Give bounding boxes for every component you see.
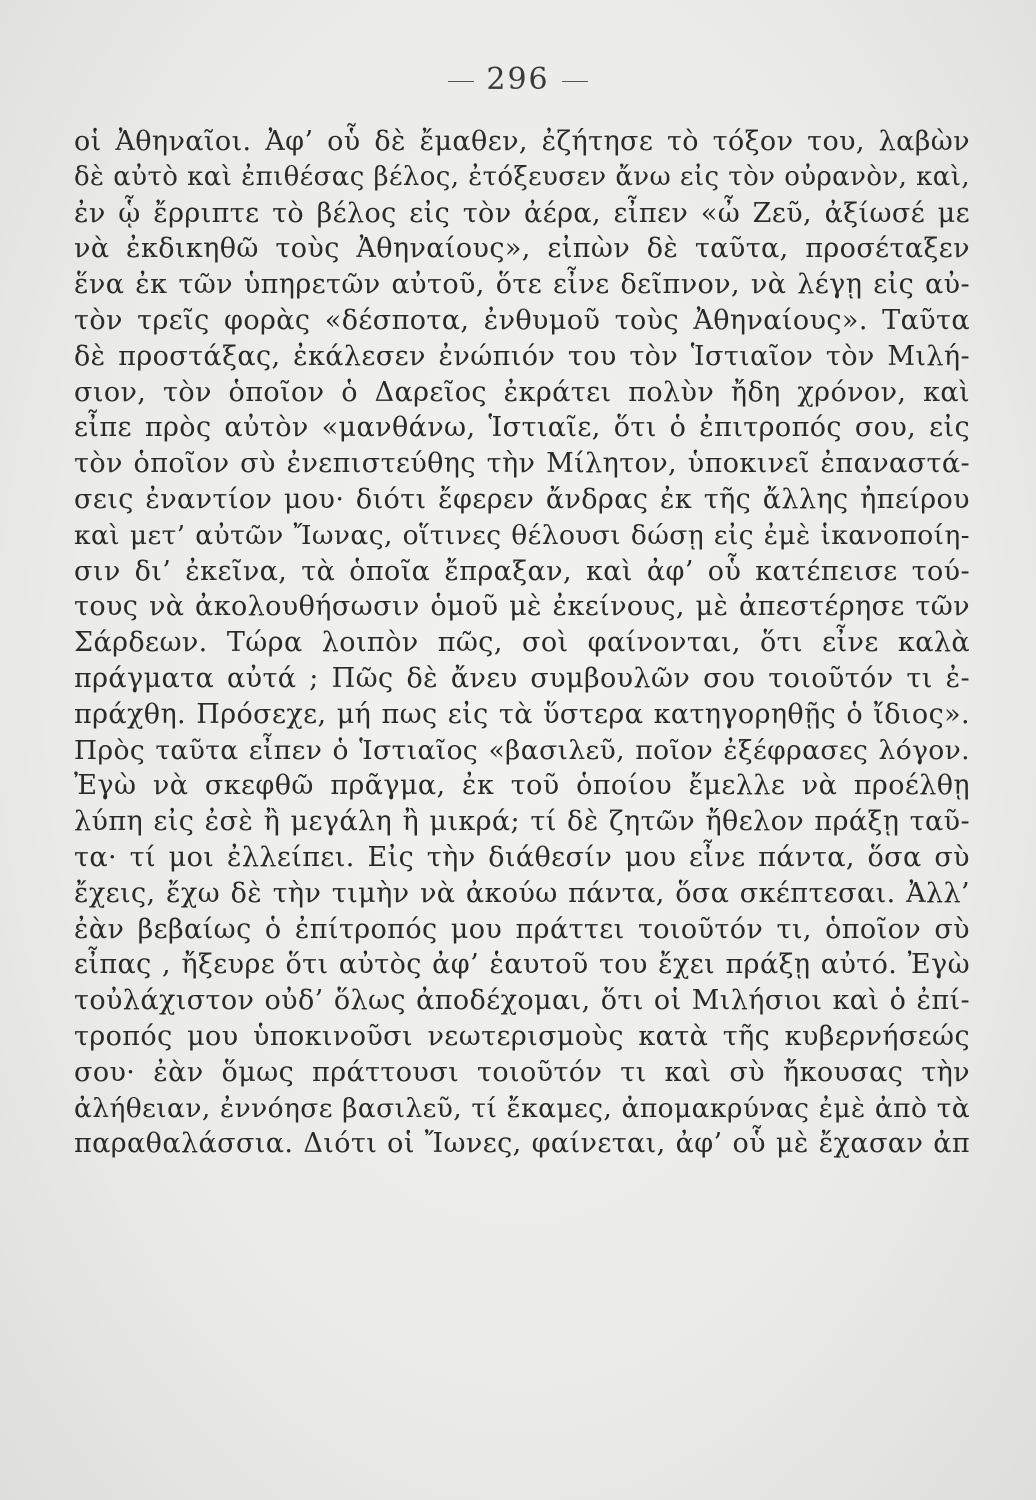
text-line: σιν δι’ ἐκεῖνα, τὰ ὁποῖα ἔπραξαν, καὶ ἀφ’ οὗ κατέπεισε τού- — [74, 555, 970, 587]
text-line: σεις ἐναντίον μου· διότι ἔφερεν ἄνδρας ἐκ τῆς ἄλλης ἠπείρου — [74, 483, 970, 515]
text-line: σιον, τὸν ὁποῖον ὁ Δαρεῖος ἐκράτει πολὺν ἤδη χρόνον, καὶ — [74, 376, 970, 408]
text-line: παραθαλάσσια. Διότι οἱ Ἴωνες, φαίνεται, ἀφ’ οὗ μὲ ἔχασαν ἀπ — [74, 1128, 970, 1160]
text-line: Ἐγὼ νὰ σκεφθῶ πρᾶγμα, ἐκ τοῦ ὁποίου ἔμελλε νὰ προέλθῃ — [74, 770, 970, 802]
text-line: τους νὰ ἀκολουθήσωσιν ὁμοῦ μὲ ἐκείνους, μὲ ἀπεστέρησε τῶν — [74, 591, 970, 623]
text-line: ἐν ᾧ ἔρριπτε τὸ βέλος εἰς τὸν ἀέρα, εἶπεν «ὦ Ζεῦ, ἀξίωσέ με — [74, 197, 970, 229]
text-line: τὸν ὁποῖον σὺ ἐνεπιστεύθης τὴν Μίλητον, ὑποκινεῖ ἐπαναστά- — [74, 448, 970, 480]
text-line: τροπός μου ὑποκινοῦσι νεωτερισμοὺς κατὰ τῆς κυβερνήσεώς — [74, 1020, 970, 1052]
text-line: τα· τί μοι ἐλλείπει. Εἰς τὴν διάθεσίν μου εἶνε πάντα, ὅσα σὺ — [74, 841, 970, 873]
text-line: τοὐλάχιστον οὐδ’ ὅλως ἀποδέχομαι, ὅτι οἱ Μιλήσιοι καὶ ὁ ἐπί- — [74, 985, 970, 1017]
text-line: ἀλήθειαν, ἐννόησε βασιλεῦ, τί ἔκαμες, ἀπομακρύνας ἐμὲ ἀπὸ τὰ — [74, 1092, 970, 1124]
text-line: ἔχεις, ἔχω δὲ τὴν τιμὴν νὰ ἀκούω πάντα, ὅσα σκέπτεσαι. Ἀλλ’ — [74, 877, 970, 909]
text-line: εἶπας , ἤξευρε ὅτι αὐτὸς ἀφ’ ἑαυτοῦ του ἔχει πράξῃ αὐτό. Ἐγὼ — [74, 949, 970, 981]
text-line: πράγματα αὐτά ; Πῶς δὲ ἄνευ συμβουλῶν σου τοιοῦτόν τι ἐ- — [74, 662, 970, 694]
text-line: Πρὸς ταῦτα εἶπεν ὁ Ἱστιαῖος «βασιλεῦ, ποῖον ἐξέφρασες λόγον. — [74, 734, 970, 766]
text-line: πράχθη. Πρόσεχε, μή πως εἰς τὰ ὕστερα κατηγορηθῇς ὁ ἴδιος». — [74, 698, 970, 730]
text-line: τὸν τρεῖς φορὰς «δέσποτα, ἐνθυμοῦ τοὺς Ἀθηναίους». Ταῦτα — [74, 304, 970, 336]
dash-right — [562, 81, 588, 82]
text-line: ἐὰν βεβαίως ὁ ἐπίτροπός μου πράττει τοιοῦτόν τι, ὁποῖον σὺ — [74, 913, 970, 945]
text-line: ἕνα ἐκ τῶν ὑπηρετῶν αὐτοῦ, ὅτε εἶνε δεῖπνον, νὰ λέγῃ εἰς αὐ- — [74, 269, 970, 301]
page-number — [0, 62, 1036, 97]
text-line: νὰ ἐκδικηθῶ τοὺς Ἀθηναίους», εἰπὼν δὲ ταῦτα, προσέταξεν — [74, 233, 970, 265]
text-line: εἶπε πρὸς αὐτὸν «μανθάνω, Ἱστιαῖε, ὅτι ὁ ἐπιτροπός σου, εἰς — [74, 412, 970, 444]
text-line: δὲ αὐτὸ καὶ ἐπιθέσας βέλος, ἐτόξευσεν ἄνω εἰς τὸν οὐρανὸν, καὶ, — [74, 161, 970, 192]
text-line: οἱ Ἀθηναῖοι. Ἀφ’ οὗ δὲ ἔμαθεν, ἐζήτησε τὸ τόξον του, λαβὼν — [74, 126, 970, 157]
page-number-value: 296 — [486, 62, 550, 97]
text-line: δὲ προστάξας, ἐκάλεσεν ἐνώπιόν του τὸν Ἱστιαῖον τὸν Μιλή- — [74, 340, 970, 372]
dash-left — [448, 81, 474, 82]
body-text — [74, 124, 970, 1162]
text-line: λύπη εἰς ἐσὲ ἢ μεγάλη ἢ μικρά; τί δὲ ζητῶν ἤθελον πράξῃ ταῦ- — [74, 806, 970, 838]
text-line: σου· ἐὰν ὅμως πράττουσι τοιοῦτόν τι καὶ σὺ ἤκουσας τὴν — [74, 1056, 970, 1088]
text-line: καὶ μετ’ αὐτῶν Ἴωνας, οἵτινες θέλουσι δώσῃ εἰς ἐμὲ ἱκανοποίη- — [74, 519, 970, 551]
text-line: Σάρδεων. Τώρα λοιπὸν πῶς, σοὶ φαίνονται, ὅτι εἶνε καλὰ — [74, 627, 970, 659]
